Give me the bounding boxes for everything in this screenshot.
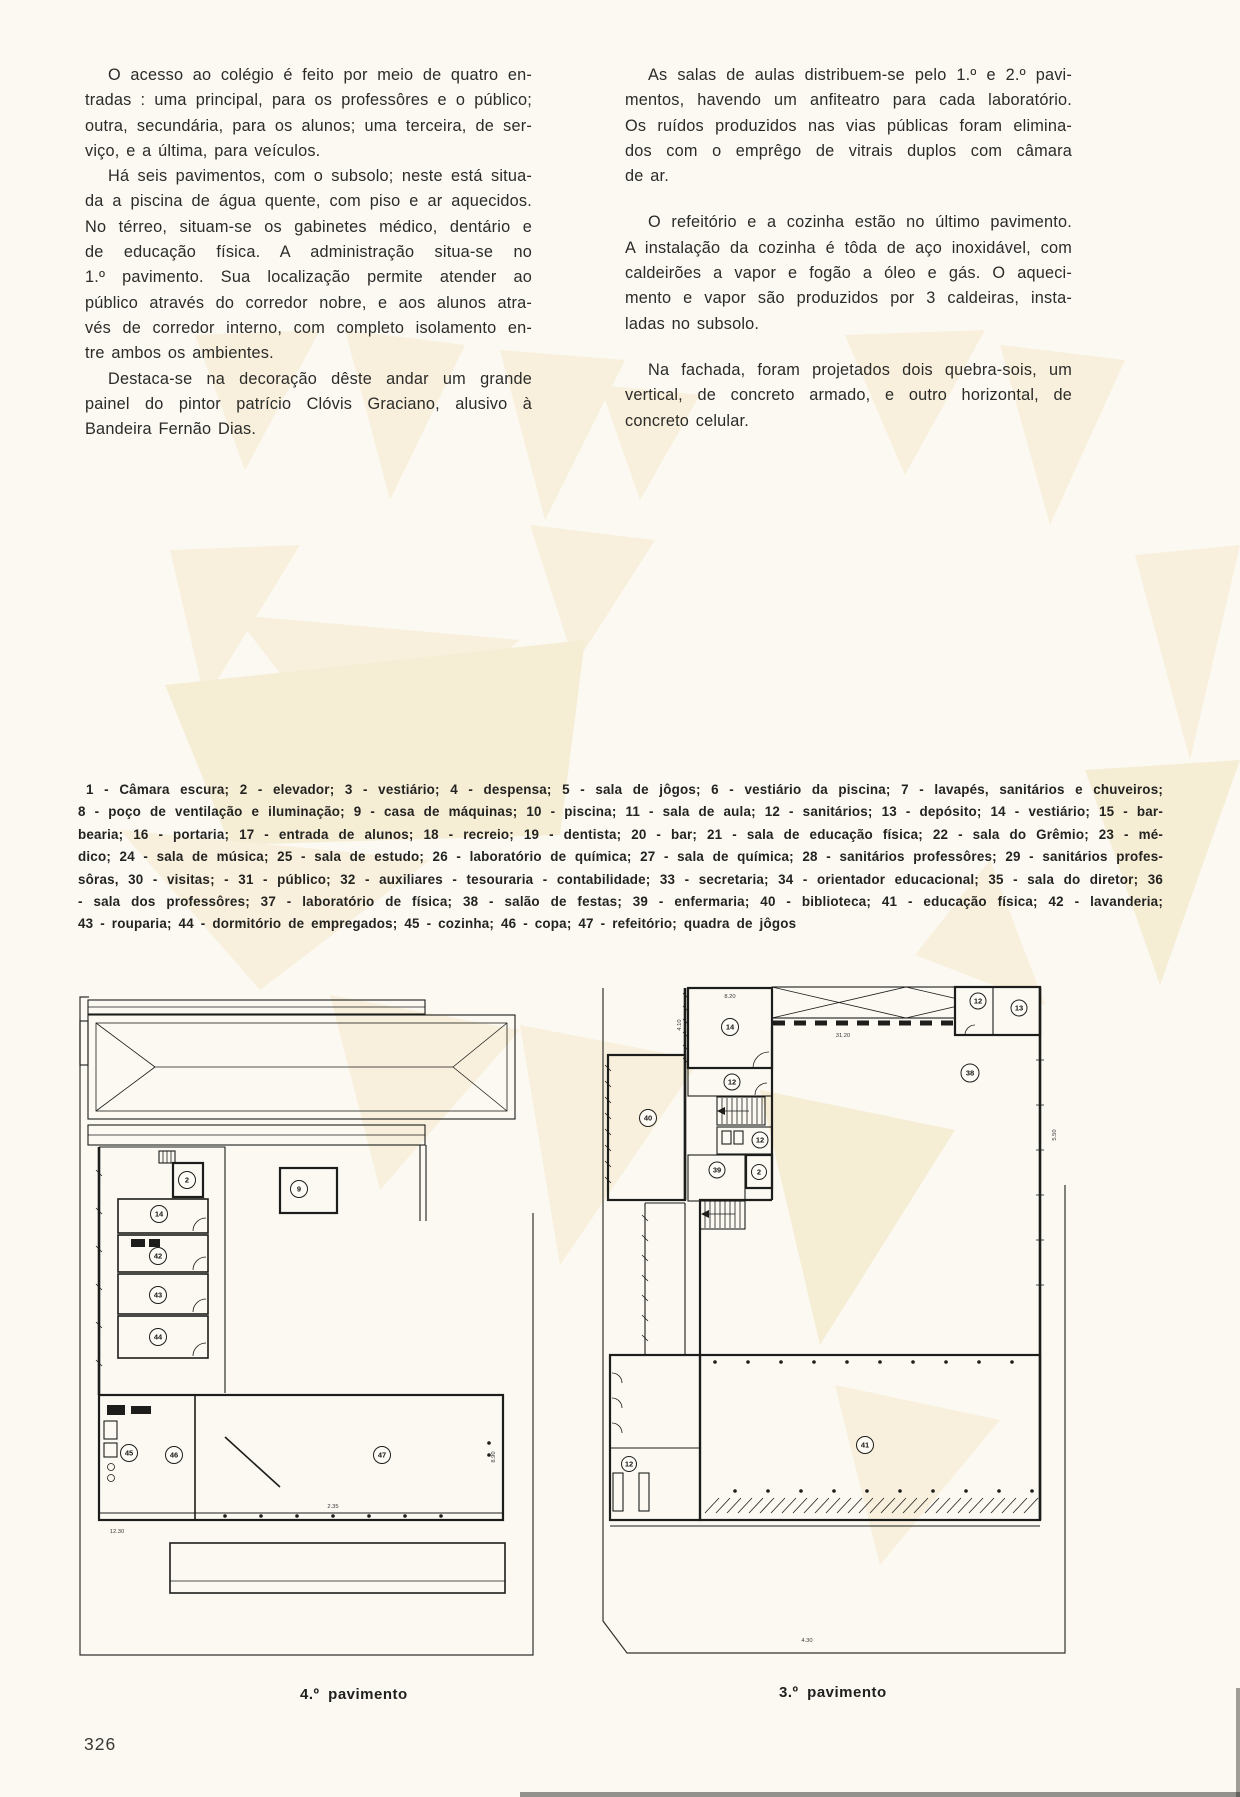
caption-3-pavimento: 3.º pavimento: [779, 1684, 887, 1701]
text-line: painel do pintor patrício Clóvis Graciano, alusivo à: [85, 394, 532, 413]
text-line: 1 - Câmara escura; 2 - elevador; 3 - vestiário; 4 - despensa; 5 - sala de jôgos; 6 - vestiário da piscina; 7 - lavapés, sanitários e chuveiros;: [86, 782, 1163, 797]
text-line: O refeitório e a cozinha estão no último pavimento.: [648, 213, 1072, 232]
svg-text:12: 12: [973, 996, 983, 1006]
library: [605, 1055, 685, 1200]
room-number: [374, 1447, 391, 1464]
text-line: de ar.: [625, 167, 669, 186]
site-boundary: [80, 997, 533, 1655]
room-legend: [78, 779, 1163, 936]
svg-text:43: 43: [153, 1290, 163, 1300]
paragraph: [85, 164, 532, 366]
text-line: mentos, havendo um anfiteatro para cada laboratório.: [625, 91, 1072, 110]
site-boundary: [603, 988, 1065, 1653]
paragraph: [625, 358, 1072, 434]
text-line: ladas no subsolo.: [625, 314, 760, 333]
stairs: [700, 1200, 745, 1229]
svg-text:31.20: 31.20: [835, 1033, 851, 1039]
svg-text:42: 42: [153, 1251, 163, 1261]
text-line: viço, e a última, para veículos.: [85, 141, 321, 160]
page-number: 326: [84, 1734, 117, 1754]
svg-text:2.35: 2.35: [327, 1504, 339, 1510]
room-number: [622, 1457, 637, 1472]
room-number: [150, 1287, 167, 1304]
svg-text:47: 47: [377, 1450, 387, 1460]
svg-text:44: 44: [153, 1332, 163, 1342]
text-line: A instalação da cozinha é tôda de aço inoxidável, com: [625, 238, 1072, 257]
svg-text:5.50: 5.50: [1052, 1129, 1058, 1141]
article-left-column: [85, 63, 532, 442]
west-wing: [96, 1147, 225, 1395]
text-line: vés de corredor interno, com completo isolamento en-: [85, 318, 532, 337]
paragraph: [85, 367, 532, 443]
svg-text:46: 46: [169, 1450, 179, 1460]
room-number: [724, 1074, 740, 1090]
paragraph: [625, 63, 1072, 189]
room-number: [1011, 1000, 1027, 1016]
text-line: As salas de aulas distribuem-se pelo 1.º e 2.º pavi-: [648, 66, 1072, 84]
room-number: [640, 1110, 657, 1127]
room-number: [752, 1165, 767, 1180]
text-line: bearia; 16 - portaria; 17 - entrada de alunos; 18 - recreio; 19 - dentista; 20 - bar; 21 - sala de educação física; 22 - sala do Grêmio; 23 - mé-: [78, 826, 1163, 842]
text-line: concreto celular.: [625, 411, 749, 430]
svg-text:12: 12: [727, 1077, 737, 1087]
text-line: público através do corredor nobre, e aos alunos atra-: [85, 293, 532, 312]
caption-4-pavimento: 4.º pavimento: [300, 1686, 408, 1703]
text-line: Há seis pavimentos, com o subsolo; neste está situa-: [108, 167, 532, 186]
svg-text:38: 38: [965, 1068, 975, 1078]
roof: [80, 1000, 515, 1119]
text-line: caldeirões a vapor e fogão a óleo e gás. O aqueci-: [625, 264, 1072, 283]
svg-text:8.90: 8.90: [491, 1451, 497, 1463]
room-number: [722, 1019, 739, 1036]
svg-text:45: 45: [124, 1448, 134, 1458]
text-line: O acesso ao colégio é feito por meio de quatro en-: [108, 66, 532, 84]
svg-text:12: 12: [624, 1459, 634, 1469]
corridor-terrace: [88, 1125, 426, 1221]
text-line: sôras, 30 - visitas; - 31 - público; 32 - auxiliares - tesouraria - contabilidade; 33 - secretaria; 34 - orientador educacional; 35 - sala do diretor; 36: [78, 871, 1163, 887]
svg-text:4.30: 4.30: [801, 1638, 813, 1644]
room-number: [150, 1248, 167, 1265]
svg-text:4.10: 4.10: [677, 1019, 683, 1031]
text-line: 8 - poço de ventilação e iluminação; 9 - casa de máquinas; 10 - piscina; 11 - sala de aula; 12 - sanitários; 13 - depósito; 14 - vestiário; 15 - bar-: [78, 804, 1163, 820]
room-number: [857, 1437, 874, 1454]
text-line: mento e vapor são produzidos por 3 caldeiras, insta-: [625, 289, 1072, 308]
room-number: [961, 1064, 979, 1082]
text-line: vertical, de concreto armado, e outro horizontal, de: [625, 386, 1072, 405]
text-line: No térreo, situam-se os gabinetes médico, dentário e: [85, 217, 532, 236]
svg-text:8.20: 8.20: [724, 994, 736, 1000]
svg-text:13: 13: [1014, 1003, 1024, 1013]
text-line: dos com o emprêgo de vitrais duplos com câmara: [625, 141, 1072, 160]
room-number: [166, 1447, 183, 1464]
south-wing-refectory: [99, 1395, 503, 1535]
festival-hall: [700, 1027, 979, 1355]
svg-text:40: 40: [643, 1113, 653, 1123]
west-gallery: [642, 1203, 685, 1355]
text-line: 1.º pavimento. Sua localização permite atender ao: [85, 268, 532, 287]
corner-service-block: [955, 987, 1040, 1035]
room-number: [752, 1132, 768, 1148]
scan-edge-bottom: [520, 1792, 1240, 1797]
text-line: da a piscina de água quente, com piso e ar aquecidos.: [85, 192, 532, 211]
svg-text:2: 2: [756, 1167, 762, 1177]
room-number: [709, 1162, 725, 1178]
svg-text:2: 2: [184, 1175, 190, 1185]
article-right-column: [625, 63, 1072, 434]
room-number: [970, 993, 986, 1009]
south-wing-gym: [610, 1355, 1040, 1644]
paragraph: [85, 63, 532, 164]
svg-text:39: 39: [712, 1165, 722, 1175]
canopy: [170, 1543, 505, 1593]
svg-text:12.30: 12.30: [109, 1529, 125, 1535]
text-line: Na fachada, foram projetados dois quebra-sois, um: [648, 360, 1072, 379]
room-number: [121, 1445, 138, 1462]
floor-plan-3-pavimento: [595, 985, 1075, 1660]
scan-edge-right: [1236, 1688, 1240, 1797]
stairs: [717, 1097, 765, 1125]
text-line: tradas : uma principal, para os professôres e o público;: [85, 91, 532, 110]
paragraph: [625, 210, 1072, 336]
text-line: tre ambos os ambientes.: [85, 344, 274, 363]
text-line: Bandeira Fernão Dias.: [85, 420, 257, 439]
text-line: dico; 24 - sala de música; 25 - sala de estudo; 26 - laboratório de química; 27 - sala de química; 28 - sanitários professôres; 29 - sanitários profes-: [78, 849, 1163, 865]
svg-text:12: 12: [755, 1135, 765, 1145]
svg-text:14: 14: [154, 1209, 164, 1219]
room-number: [291, 1181, 308, 1198]
text-line: outra, secundária, para os alunos; uma terceira, de ser-: [85, 116, 532, 135]
room-number: [150, 1329, 167, 1346]
svg-text:9: 9: [296, 1184, 302, 1194]
vestiary-room: [677, 988, 772, 1068]
text-line: - sala dos professôres; 37 - laboratório de física; 38 - salão de festas; 39 - enfermaria; 40 - biblioteca; 41 - educação física; 42 - lavanderia;: [78, 894, 1163, 910]
floor-plan-4-pavimento: [75, 985, 545, 1660]
room-number: [151, 1206, 168, 1223]
text-line: Os ruídos produzidos nas vias públicas foram elimina-: [625, 116, 1072, 135]
text-line: 43 - rouparia; 44 - dormitório de empregados; 45 - cozinha; 46 - copa; 47 - refeitório; quadra de jôgos: [78, 916, 797, 932]
machine-room: [280, 1168, 337, 1213]
text-line: de educação física. A administração situa-se no: [85, 243, 532, 262]
room-number: [179, 1172, 196, 1189]
svg-text:41: 41: [860, 1440, 870, 1450]
text-line: Destaca-se na decoração dêste andar um grande: [108, 369, 532, 388]
svg-text:14: 14: [725, 1022, 735, 1032]
